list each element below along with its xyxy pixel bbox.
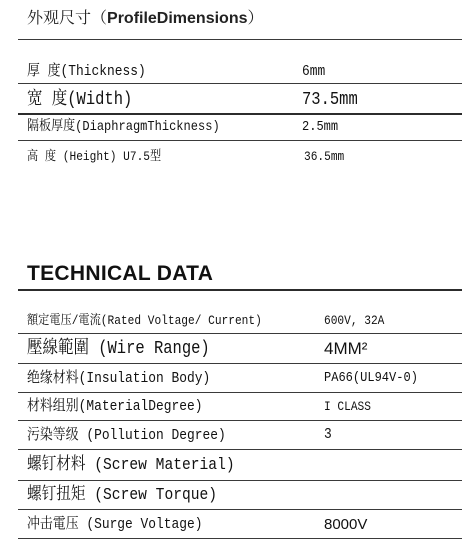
rated-voltage-value: 600V, 32A: [324, 313, 385, 328]
thickness-label: 厚 度(Thickness): [27, 63, 146, 80]
row-divider: [18, 480, 462, 481]
row-divider: [18, 363, 462, 364]
height-label: 高 度 (Height) U7.5型: [27, 149, 162, 164]
width-label: 宽 度(Width): [27, 90, 133, 110]
wire-range-label: 壓線範圍 (Wire Range): [27, 339, 210, 359]
row-divider: [18, 83, 462, 84]
profile-title-divider: [18, 39, 462, 40]
profile-title-cn: 外观尺寸（: [27, 10, 108, 27]
rated-voltage-label: 額定電压/電流(Rated Voltage/ Current): [27, 313, 262, 328]
diaphragm-thickness-label: 隔板厚度(DiaphragmThickness): [27, 119, 220, 135]
row-divider: [18, 333, 462, 334]
screw-material-label: 螺钉材料 (Screw Material): [27, 456, 235, 475]
wire-range-value: 4MM²: [324, 339, 368, 358]
technical-title-divider: [18, 289, 462, 291]
profile-section-title: [27, 11, 264, 27]
pollution-degree-label: 污染等级 (Pollution Degree): [27, 427, 226, 444]
technical-section-title: TECHNICAL DATA: [27, 262, 214, 285]
thickness-value: 6mm: [302, 63, 326, 80]
height-value: 36.5mm: [304, 149, 345, 164]
row-divider: [18, 140, 462, 141]
row-divider: [18, 113, 462, 115]
surge-voltage-label: 冲击電压 (Surge Voltage): [27, 516, 203, 533]
row-divider: [18, 538, 462, 539]
screw-torque-label: 螺钉扭矩 (Screw Torque): [27, 486, 218, 505]
row-divider: [18, 449, 462, 450]
insulation-label: 绝缘材料(Insulation Body): [27, 370, 211, 387]
pollution-degree-value: 3: [324, 426, 332, 443]
row-divider: [18, 509, 462, 510]
row-divider: [18, 420, 462, 421]
surge-voltage-value: 8000V: [324, 516, 368, 533]
diaphragm-thickness-value: 2.5mm: [302, 119, 339, 135]
width-value: 73.5mm: [302, 90, 358, 110]
row-divider: [18, 392, 462, 393]
insulation-value: PA66(UL94V-0): [324, 370, 418, 386]
material-degree-value: I CLASS: [324, 399, 371, 414]
material-degree-label: 材料组别(MaterialDegree): [27, 398, 203, 415]
profile-title-close: ）: [247, 10, 264, 27]
profile-title-en: ProfileDimensions: [107, 10, 248, 27]
